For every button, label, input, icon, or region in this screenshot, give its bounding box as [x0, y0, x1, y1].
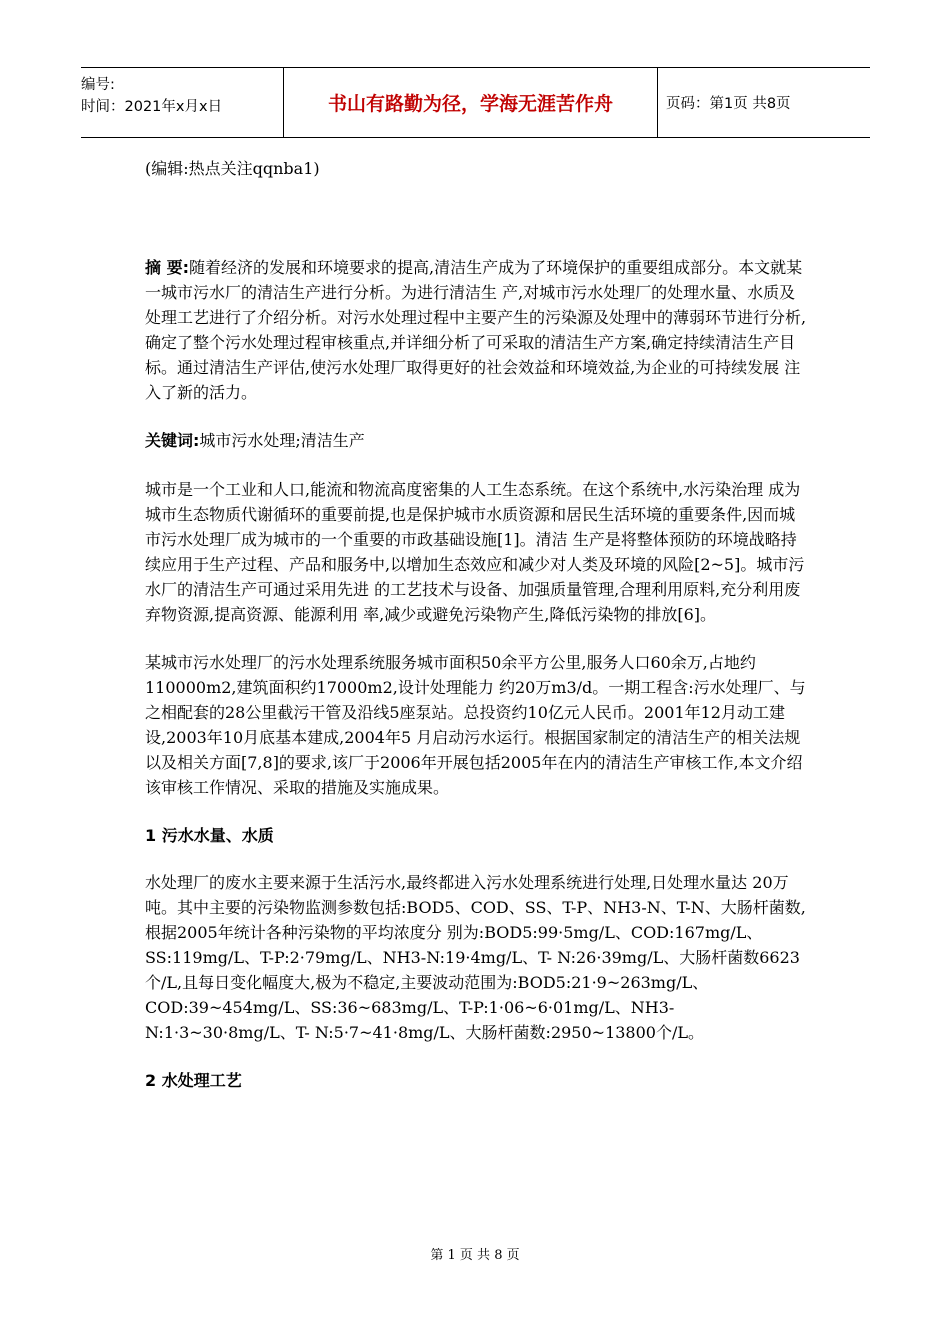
editor-note: (编辑:热点关注qqnba1) [145, 159, 320, 178]
document-number-label: 编号: [81, 77, 115, 93]
page-header [81, 67, 870, 138]
keywords-label: 关键词: [145, 431, 200, 450]
plant-overview-paragraph: 某城市污水处理厂的污水处理系统服务城市面积50余平方公里,服务人口60余万,占地约110000m2,建筑面积约17000m2,设计处理能力 约20万m3/d。一期工程含:污水处理厂、与之相配套的28公里截污干管及沿线5座泵站。总投资约10亿元人民币。2001年12月动工建设,2003年10月底基本建成,2004年5 月启动污水运行。根据国家制定的清洁生产的相关法规以及相关方面[7,8]的要求,该厂于2006年开展包括2005年在内的清洁生产审核工作,本文介绍 该审核工作情况、采取的措施及实施成果。 [145, 653, 806, 797]
keywords [145, 428, 810, 453]
abstract-text: 随着经济的发展和环境要求的提高,清洁生产成为了环境保护的重要组成部分。本文就某一城市污水厂的清洁生产进行分析。为进行清洁生 产,对城市污水处理厂的处理水量、水质及处理工艺进行了介绍分析。对污水处理过程中主要产生的污染源及处理中的薄弱环节进行分析,确定了整个污水处理过程审核重点,并详细分析了可采取的清洁生产方案,确定持续清洁生产目标。通过清洁生产评估,使污水处理厂取得更好的社会效益和环境效益,为企业的可持续发展 注入了新的活力。 [145, 258, 807, 402]
section-heading-2: 2 水处理工艺 [145, 1071, 242, 1090]
document-date: 时间：2021年x月x日 [81, 99, 223, 115]
page-footer: 第 1 页 共 8 页 [430, 1248, 520, 1263]
document-body [145, 156, 810, 1115]
header-page-info: 页码：第1页 共8页 [666, 96, 791, 112]
abstract-label: 摘 要: [145, 258, 189, 277]
abstract [145, 255, 810, 405]
keywords-text: 城市污水处理;清洁生产 [199, 431, 365, 450]
section-1-text: 水处理厂的废水主要来源于生活污水,最终都进入污水处理系统进行处理,日处理水量达 20万吨。其中主要的污染物监测参数包括:BOD5、COD、SS、T-P、NH3-N、T-N、大肠杆菌数,根据2005年统计各种污染物的平均浓度分 别为:BOD5:99·5mg/L、COD:167mg/L、SS:119mg/L、T-P:2·79mg/L、NH3-N:19·4mg/L、T- N:26·39mg/L、大肠杆菌数6623个/L,且每日变化幅度大,极为不稳定,主要波动范围为:BOD5:21·9~263mg/L、COD:39~454mg/L、SS:36~683mg/L、T-P:1·06~6·01mg/L、NH3-N:1·3~30·8mg/L、T- N:5·7~41·8mg/L、大肠杆菌数:2950~13800个/L。 [145, 873, 806, 1042]
header-meta [81, 68, 283, 137]
header-motto: 书山有路勤为径，学海无涯苦作舟 [283, 68, 658, 137]
section-heading-1: 1 污水水量、水质 [145, 826, 274, 845]
intro-paragraph: 城市是一个工业和人口,能流和物流高度密集的人工生态系统。在这个系统中,水污染治理 成为城市生态物质代谢循环的重要前提,也是保护城市水质资源和居民生活环境的重要条件,因而城市污水处理厂成为城市的一个重要的市政基础设施[1]。清洁 生产是将整体预防的环境战略持续应用于生产过程、产品和服务中,以增加生态效应和减少对人类及环境的风险[2~5]。城市污水厂的清洁生产可通过采用先进 的工艺技术与设备、加强质量管理,合理利用原料,充分利用废弃物资源,提高资源、能源利用 率,减少或避免污染物产生,降低污染物的排放[6]。 [145, 480, 805, 624]
